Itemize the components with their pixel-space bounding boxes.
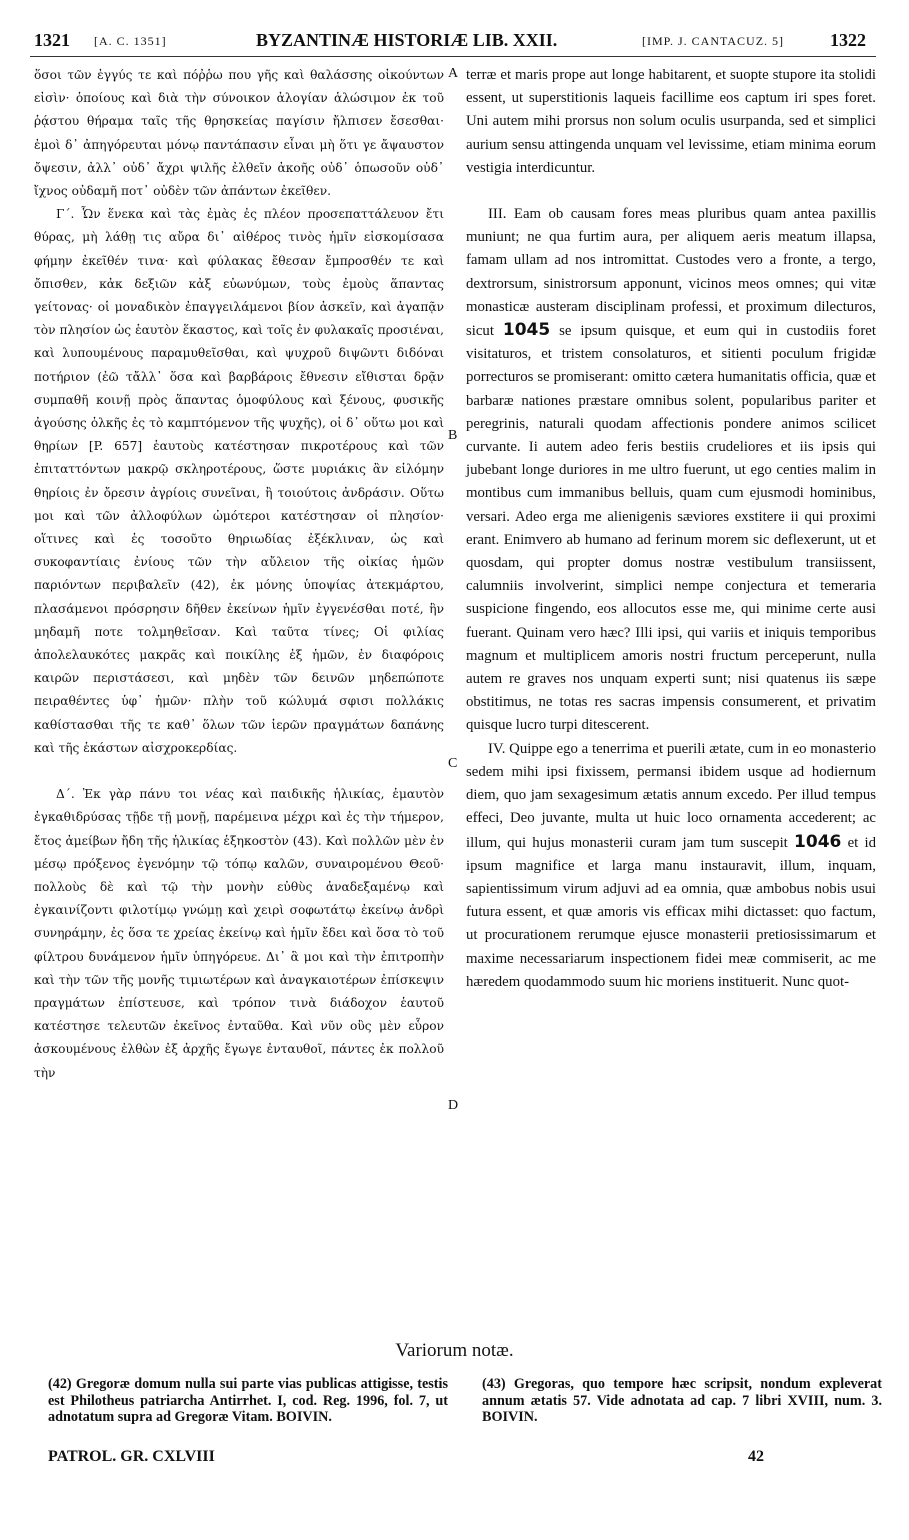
- header-rule: [30, 56, 876, 57]
- latin-paragraph-1: terræ et maris prope aut longe habitarent, et suopte stupore ita stolidi essent, ut superstitionis laqueis facillime eos captum iri spes foret. Uni autem mihi prorsus non solum oculis usurpanda, sed et simplici aurium sensu attingenda unquam vel levissime, etiam minima eorum vestigia interdicuntur.: [466, 67, 876, 176]
- column-number-1045: 1045: [502, 320, 551, 341]
- latin-paragraph-2b: se ipsum quisque, et eum qui in custodiis foret visitaturos, et tristem consolaturos, et sitienti poculum frigidæ porrecturos se promiserant: omitto cætera humanitatis officia, quæ et barbaræ nationes præstare omnibus solent, popularibus pariter et peregrinis, naturali quodam affectionis pondere animos scilicet curvante. Ii autem adeo feris bestiis crudeliores et iis ipsis qui jubebant longe duriores in me ultro fuerunt, ut ego centies malim in montibus cum immanibus belluis, quam cum ejusmodi hominibus, versari. Adeo erga me alienigenis sæviores exstitere ii qui proximi erant. Enimvero ab humano ad ferinum morem sic deflexerunt, ut et quosdam, qui propter domus nostræ vestibulum transiissent, calumniis involverint, simplici nempe conjectura et temeraria suspicione fingendo, eos allocutos esse me, qui minime certe ausi fuerant. Quinam vero hæc? Illi ipsi, qui variis et iniquis temporibus magnum et multiplicem amoris nostri fructum perceperunt, nulla autem re graves nos unquam experti sunt; nisi quatenus iis sæpe obstitimus, ne totas res sacras impensis consumerent, et privatim quisque lucro turpi ditescerent.: [466, 323, 876, 734]
- section-marker-c: C: [448, 756, 458, 771]
- running-header: [34, 30, 876, 56]
- greek-paragraph-3: Δ΄. Ἐκ γὰρ πάνυ τοι νέας καὶ παιδικῆς ἡλικίας, ἐμαυτὸν ἐγκαθιδρύσας τῇδε τῇ μονῇ, παρέμεινα μέχρι καὶ ἐς τὴν τήμερον, ἔτος ἀμείβων ἤδη τῆς ἡλικίας ἑξηκοστὸν (43). Καὶ πολλῶν μὲν ἐν μέσῳ πρόξενος ἐγενόμην τῷ τόπῳ καλῶν, συναιρομένου Θεοῦ· πολλοὺς δὲ καὶ τῷ τὴν μονὴν εὐθὺς ἀναδεξαμένῳ καὶ ἐγκαινίζοντι φιλοτίμῳ γνώμῃ καὶ χειρὶ σοφωτάτῳ ἐκείνῳ ἀνδρὶ συνηράμην, ἐς ὅσα τε χρείας ἐκείνῳ καὶ ἡμῖν ἔδει καὶ ὅσα τὸ τοῦ φίλτρου δυνάμενον ἡμῖν ὑπηγόρευε. Δι᾽ ἃ μοι καὶ τὴν ἐπιτροπὴν καὶ τὴν τῶν τῆς μονῆς τιμιωτέρων καὶ ἀναγκαιοτέρων ἐπίσκεψιν πραγμάτων ἐπίστευσε, καὶ τρόπον τινὰ διάδοχον ἑαυτοῦ κατέστησε τελευτῶν ἐκεῖνος ἐνταῦθα. Καὶ νῦν οὓς μὲν εὗρον ἀσκουμένους ἐλθὼν ἐξ ἀρχῆς ἔγωγε ἐνταυθοῖ, πάντες ἐκ πολλοῦ τὴν: [34, 787, 444, 1080]
- running-title: BYZANTINÆ HISTORIÆ LIB. XXII.: [256, 30, 558, 50]
- footer-signature: 42: [748, 1448, 764, 1465]
- notes-title: Variorum notæ.: [395, 1340, 514, 1361]
- greek-paragraph-1: ὅσοι τῶν ἐγγύς τε καὶ πόῤῥω που γῆς καὶ θαλάσσης οἰκούντων εἰσὶν· ὁποίους καὶ διὰ τὴν σύνοικον ἀλογίαν ἁλώσιμον ἐκ τοῦ ῥᾴστου θήραμα ταῖς τῆς θρησκείας παγίσιν ἤλπισεν ἔσεσθαι· ἐμοὶ δ᾽ ἀπηγόρευται μόνῳ παντάπασιν εἶναι μὴ ὅτι γε ἄψαυστον ὄψεσιν, ἀλλ᾽ οὐδ᾽ ἄχρι ψιλῆς ἐλθεῖν ἀκοῆς οὐδ᾽ ὁπωσοῦν οὐδ᾽ ἴχνος οὐδαμῆ ποτ᾽ οὐδὲν τῶν ἀπάντων ἐκεῖθεν.: [34, 68, 444, 199]
- section-marker-a: A: [448, 66, 459, 81]
- note-43: (43) Gregoras, quo tempore hæc scripsit, nondum expleverat annum ætatis 57. Vide adnotata ad cap. 7 libri XVIII, num. 3. BOIVIN.: [482, 1376, 882, 1425]
- section-marker-d: D: [448, 1098, 459, 1113]
- section-marker-b: B: [448, 428, 458, 443]
- latin-paragraph-3a: IV. Quippe ego a tenerrima et puerili ætate, cum in eo monasterio sedem mihi ipsi fixissem, permansi ibidem usque ad hodiernum diem, quo jam sexagesimum ætatis annum excedo. Per illud tempus effeci, Deo juvante, multa ut huic loco ornamenta accederent; ac illum, qui hujus monasterii curam jam tum suscepit: [466, 740, 876, 851]
- latin-paragraph-2: [466, 203, 876, 738]
- page-number-left: 1321: [34, 30, 70, 50]
- latin-paragraph-2a: III. Eam ob causam fores meas pluribus quam antea paxillis muniunt; ne qua furtim aura, per aliquem aeris meatum illapsa, famam ullam ad nos intromittat. Custodes vero a fronte, a tergo, dextrorsum, sinistrorsum apponunt, vicinos meos omnes; qui vitæ monasticæ austeram disciplinam professi, et proximum dilecturos, sicut: [466, 206, 876, 340]
- latin-paragraph-3b: et id ipsum magnifice et larga manu instauravit, illum, inquam, sapientissimum virum adjuvi ad ea omnia, quæ ambobus nobis usui futura essent, et quæ amoris vis efficax mihi dictasset: quo factum, ut procurationem rerumque ejusce monasterii pretiosissimarum et maxime necessariarum inspectionem fidei meæ commiserit, ac me hæredem quodammodo suum hic moriens instituerit. Nunc quot-: [466, 834, 877, 990]
- greek-column: [34, 64, 444, 1085]
- greek-paragraph-2: Γ΄. Ὧν ἕνεκα καὶ τὰς ἐμὰς ἐς πλέον προσεπαττάλευον ἔτι θύρας, μὴ λάθῃ τις αὔρα δι᾽ αἰθέρος τινὸς ἡμῖν εἰσκομίσασα φήμην ἐκεῖθέν τινα· καὶ φύλακας ἔθεσαν ἔμπροσθέν τε καὶ ὄπισθεν, κἀκ δεξιῶν κἀξ εὐωνύμων, τοὺς ἐμοὺς ἅπαντας γείτονας· οἱ μοναδικὸν ἐπαγγειλάμενοι βίον ἀσκεῖν, καὶ ἀγαπᾷν τὸν πλησίον ὡς ἑαυτὸν ἕκαστος, καὶ τοῖς ἐν φυλακαῖς προσιέναι, καὶ λυπουμένους παραμυθεῖσθαι, καὶ ψυχροῦ διψῶντι διδόναι ποτήριον (ἐῶ τἄλλ᾽ ὅσα καὶ βαρβάροις ἔθνεσιν εἴθισται δρᾷν συμπαθῆ κοινῇ πρὸς ἅπαντας ὁμοφύλους καὶ ξένους, φυσικῆς ἀγούσης ὁλκῆς ἐς τὸ καμπτόμενον τῆς ψυχῆς), οἱ δ᾽ οὕτω μοι καὶ θηρίων [P. 657] ἑαυτοὺς κατέστησαν πικροτέρους καὶ τῶν ἐπιταττόντων μακρῷ σκληροτέρους, ὥστε μυριάκις ἂν εἱλόμην θηρίοις ἐν ὄρεσιν ἀγρίοις συνεῖναι, ἢ τοιούτοις ἀνδράσιν. Οὕτω μοι καὶ τῶν ἀλλοφύλων ὠμότεροι κατέστησαν οἱ πλησίον· οἵτινες καὶ ἐς τοσοῦτο θηριωδίας ἐξέκλιναν, ὡς καὶ συκοφαντίαις ἐνίους τῶν τὴν αὔλειον τῆς οἰκίας ἡμῶν παριόντων περιβαλεῖν (42), ἐκ μόνης ὑποψίας ἀτεκμάρτου, πλασάμενοι πρόσρησιν δῆθεν ἐκείνων ἡμῖν ἐγγενέσθαι ποτέ, ἣν μηδαμῆ ποτε τολμηθεῖσαν. Καὶ ταῦτα τίνες; Οἱ φιλίας ἀπολελαυκότες μακρᾶς καὶ ποικίλης ἐξ ἡμῶν, ἐν διαφόροις καιρῶν περιστάσεσι, καὶ μηδὲν τῶν δεινῶν μηδεπώποτε πειραθέντες ὑφ᾽ ἡμῶν· πλὴν τοῦ κώλυμά σφισι πολλάκις καθίστασθαι τῆς τε καθ᾽ ὅλων τῶν ἱερῶν πραγμάτων δαπάνης καὶ τῆς ἑκάστων αἰσχροκερδίας.: [34, 207, 444, 755]
- latin-column: [466, 64, 876, 994]
- latin-paragraph-3: [466, 738, 876, 994]
- page-number-right: 1322: [830, 30, 866, 50]
- note-42: (42) Gregoræ domum nulla sui parte vias publicas attigisse, testis est Philotheus patriarcha Antirrhet. I, cod. Reg. 1996, fol. 7, ut adnotatum supra ad Gregoræ Vitam. BOIVIN.: [48, 1376, 448, 1425]
- year-label: [A. C. 1351]: [94, 34, 167, 48]
- emperor-label: [IMP. J. CANTACUZ. 5]: [642, 34, 785, 48]
- footer-series: PATROL. GR. CXLVIII: [48, 1448, 215, 1465]
- column-number-1046: 1046: [794, 831, 842, 852]
